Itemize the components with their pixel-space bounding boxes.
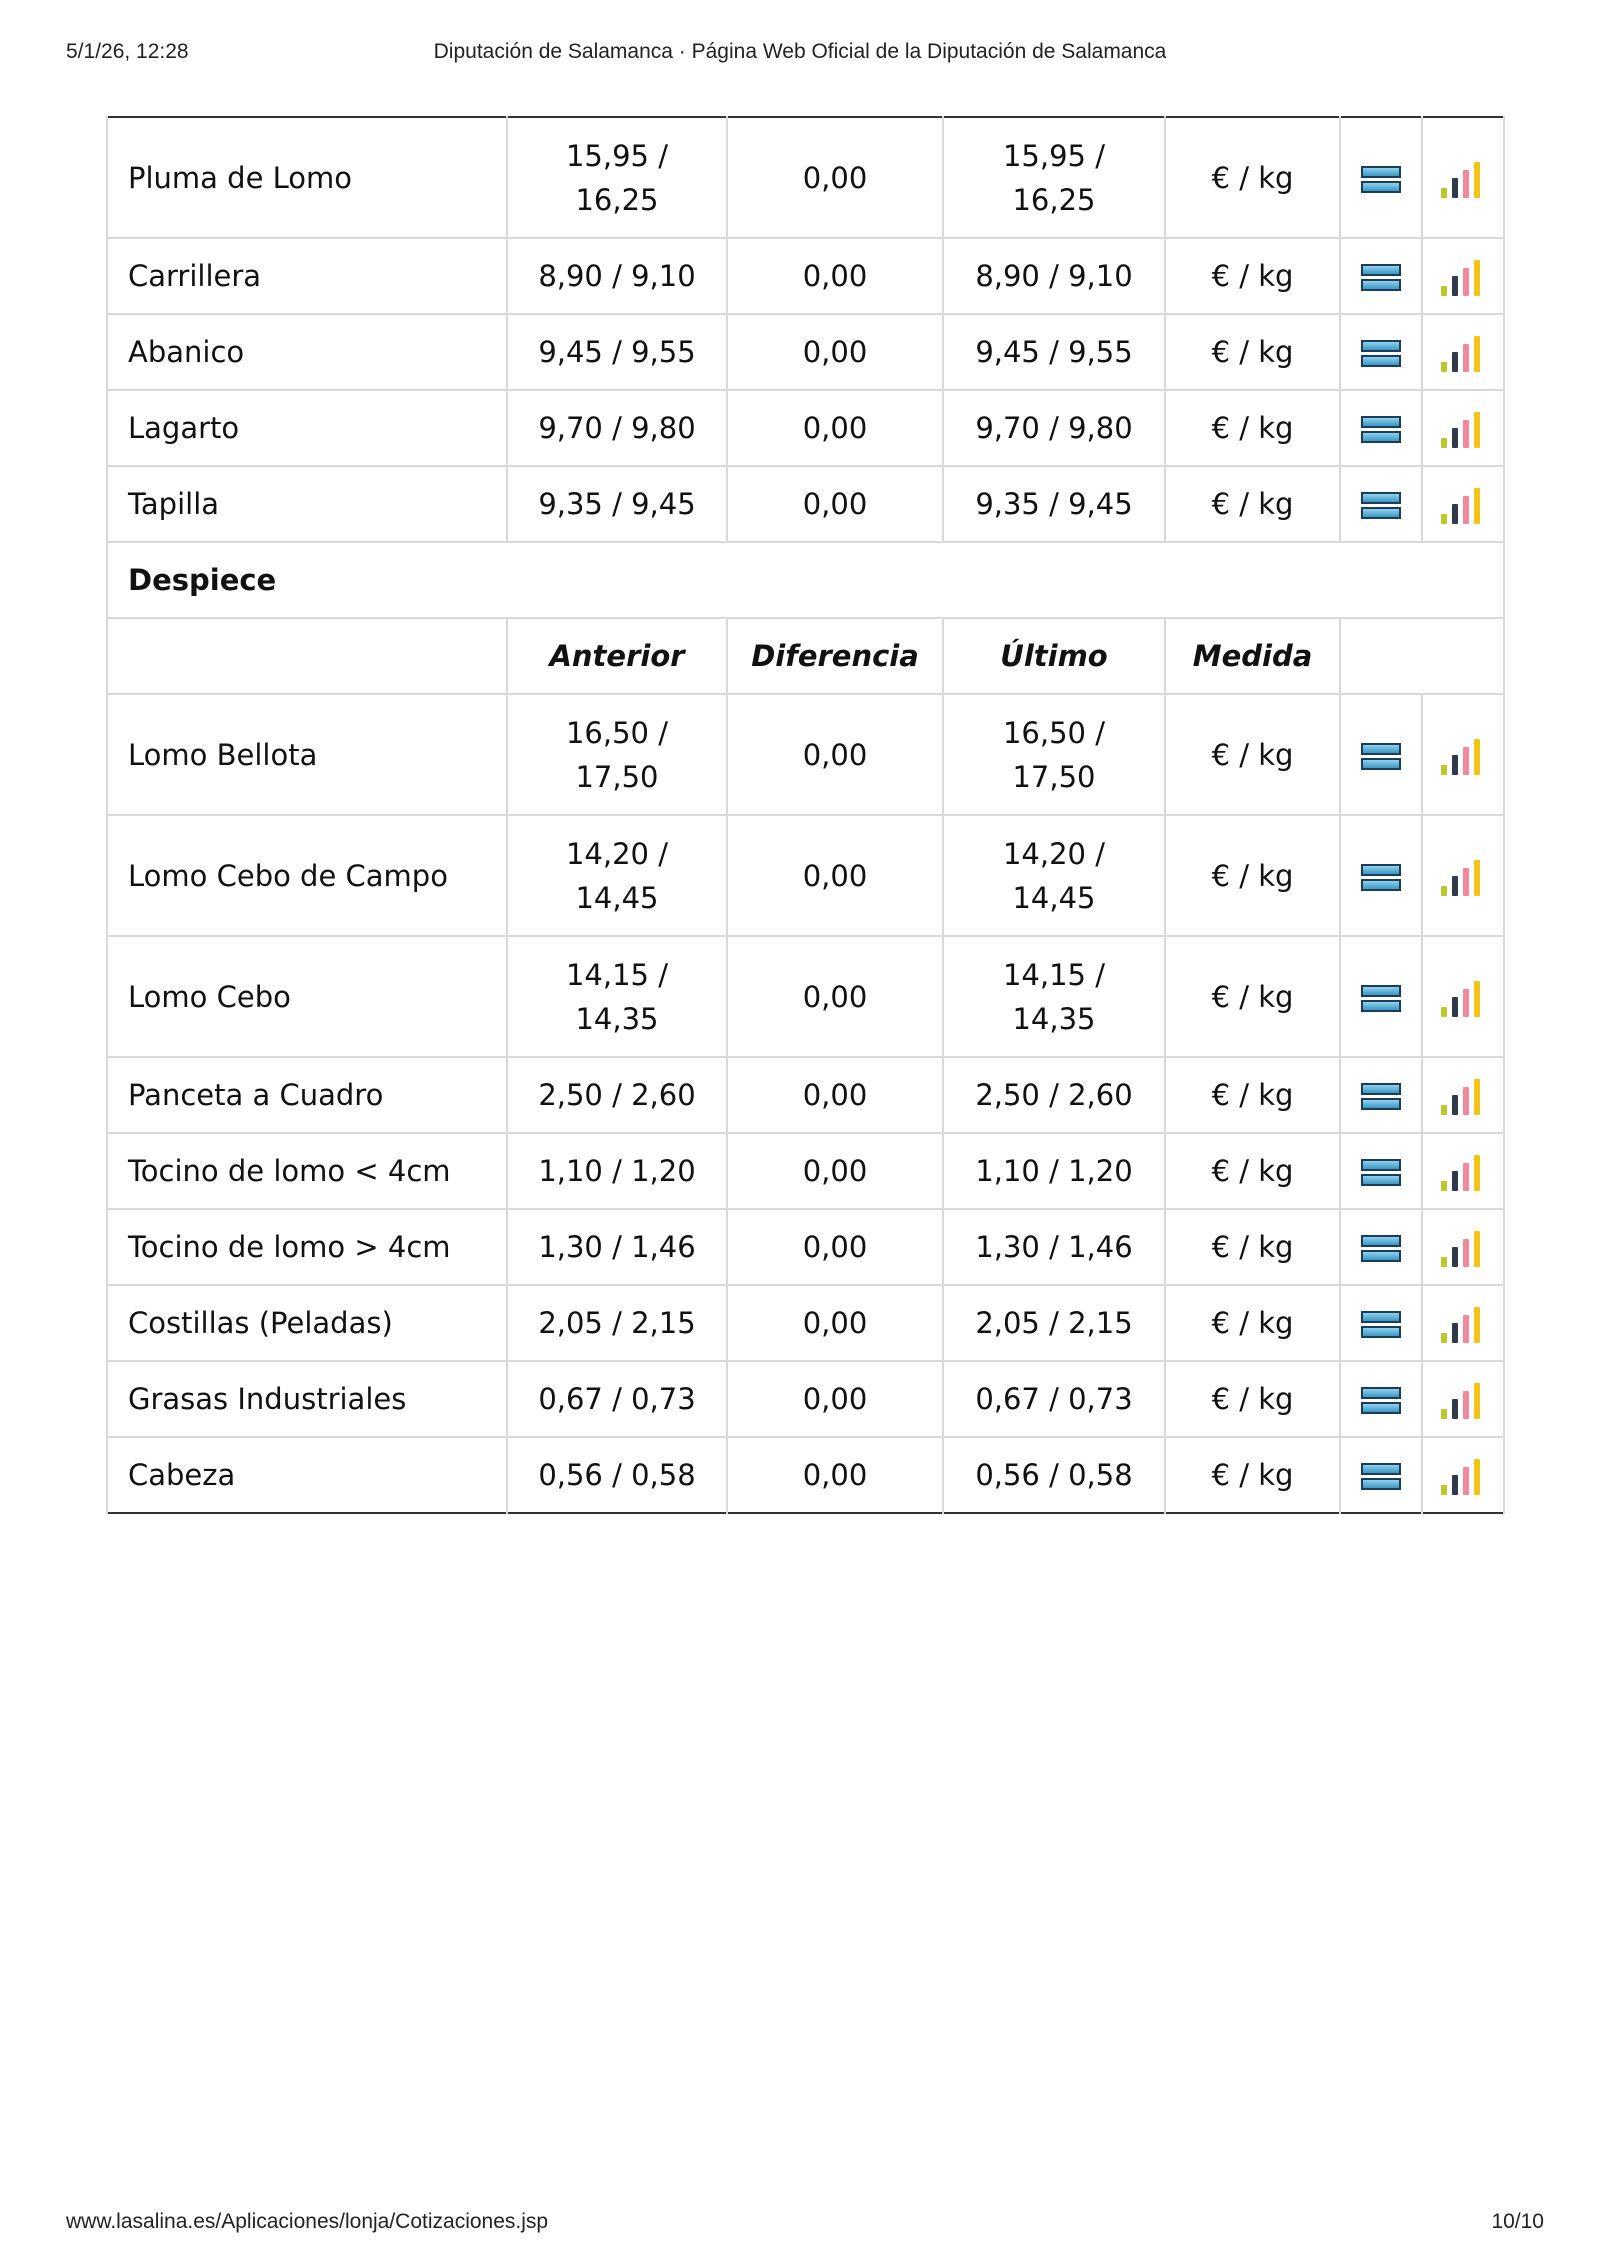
ultimo-cell: 15,95 / 16,25 bbox=[943, 117, 1165, 238]
bar-chart-icon[interactable] bbox=[1441, 1459, 1485, 1495]
ultimo-cell: 0,67 / 0,73 bbox=[943, 1361, 1165, 1437]
chart-icon-link[interactable] bbox=[1422, 117, 1504, 238]
table-row bbox=[107, 314, 1504, 390]
print-page-title: Diputación de Salamanca · Página Web Oficial de la Diputación de Salamanca bbox=[433, 40, 1167, 63]
table-icon-link[interactable] bbox=[1340, 1209, 1422, 1285]
table-icon[interactable] bbox=[1361, 263, 1401, 293]
medida-cell: € / kg bbox=[1165, 1209, 1340, 1285]
print-page-number: 10/10 bbox=[1491, 2210, 1544, 2233]
table-icon[interactable] bbox=[1361, 1234, 1401, 1264]
table-icon-link[interactable] bbox=[1340, 1057, 1422, 1133]
chart-icon-link[interactable] bbox=[1422, 466, 1504, 542]
table-icon[interactable] bbox=[1361, 742, 1401, 772]
anterior-cell: 16,50 / 17,50 bbox=[507, 694, 727, 815]
diferencia-cell: 0,00 bbox=[727, 390, 943, 466]
anterior-cell: 14,20 / 14,45 bbox=[507, 815, 727, 936]
diferencia-cell: 0,00 bbox=[727, 1437, 943, 1513]
table-row bbox=[107, 390, 1504, 466]
product-name: Tocino de lomo < 4cm bbox=[107, 1133, 507, 1209]
bar-chart-icon[interactable] bbox=[1441, 412, 1485, 448]
table-icon[interactable] bbox=[1361, 863, 1401, 893]
print-url: www.lasalina.es/Aplicaciones/lonja/Cotizaciones.jsp bbox=[66, 2210, 549, 2233]
ultimo-cell: 9,35 / 9,45 bbox=[943, 466, 1165, 542]
chart-icon-link[interactable] bbox=[1422, 1209, 1504, 1285]
ultimo-cell: 8,90 / 9,10 bbox=[943, 238, 1165, 314]
medida-cell: € / kg bbox=[1165, 1437, 1340, 1513]
chart-icon-link[interactable] bbox=[1422, 936, 1504, 1057]
diferencia-cell: 0,00 bbox=[727, 238, 943, 314]
bar-chart-icon[interactable] bbox=[1441, 162, 1485, 198]
chart-icon-link[interactable] bbox=[1422, 1285, 1504, 1361]
medida-cell: € / kg bbox=[1165, 390, 1340, 466]
bar-chart-icon[interactable] bbox=[1441, 1231, 1485, 1267]
diferencia-cell: 0,00 bbox=[727, 466, 943, 542]
ultimo-cell: 14,15 / 14,35 bbox=[943, 936, 1165, 1057]
table-icon-link[interactable] bbox=[1340, 466, 1422, 542]
print-datetime: 5/1/26, 12:28 bbox=[66, 40, 189, 63]
header-medida: Medida bbox=[1165, 618, 1340, 694]
table-row bbox=[107, 1285, 1504, 1361]
table-row bbox=[107, 694, 1504, 815]
anterior-cell: 1,10 / 1,20 bbox=[507, 1133, 727, 1209]
diferencia-cell: 0,00 bbox=[727, 936, 943, 1057]
medida-cell: € / kg bbox=[1165, 1133, 1340, 1209]
header-empty bbox=[1340, 618, 1504, 694]
table-icon-link[interactable] bbox=[1340, 1285, 1422, 1361]
chart-icon-link[interactable] bbox=[1422, 238, 1504, 314]
medida-cell: € / kg bbox=[1165, 117, 1340, 238]
table-icon[interactable] bbox=[1361, 339, 1401, 369]
medida-cell: € / kg bbox=[1165, 238, 1340, 314]
table-icon-link[interactable] bbox=[1340, 1437, 1422, 1513]
bar-chart-icon[interactable] bbox=[1441, 860, 1485, 896]
table-icon-link[interactable] bbox=[1340, 1133, 1422, 1209]
anterior-cell: 9,70 / 9,80 bbox=[507, 390, 727, 466]
table-icon[interactable] bbox=[1361, 491, 1401, 521]
table-icon[interactable] bbox=[1361, 1158, 1401, 1188]
header-diferencia: Diferencia bbox=[727, 618, 943, 694]
table-icon[interactable] bbox=[1361, 1310, 1401, 1340]
bar-chart-icon[interactable] bbox=[1441, 1155, 1485, 1191]
table-icon-link[interactable] bbox=[1340, 694, 1422, 815]
anterior-cell: 2,05 / 2,15 bbox=[507, 1285, 727, 1361]
chart-icon-link[interactable] bbox=[1422, 1133, 1504, 1209]
ultimo-cell: 2,05 / 2,15 bbox=[943, 1285, 1165, 1361]
diferencia-cell: 0,00 bbox=[727, 117, 943, 238]
diferencia-cell: 0,00 bbox=[727, 1133, 943, 1209]
bar-chart-icon[interactable] bbox=[1441, 260, 1485, 296]
anterior-cell: 14,15 / 14,35 bbox=[507, 936, 727, 1057]
print-header bbox=[0, 40, 1600, 70]
table-row bbox=[107, 936, 1504, 1057]
table-row bbox=[107, 1437, 1504, 1513]
bar-chart-icon[interactable] bbox=[1441, 488, 1485, 524]
bar-chart-icon[interactable] bbox=[1441, 1079, 1485, 1115]
product-name: Carrillera bbox=[107, 238, 507, 314]
section-title: Despiece bbox=[107, 542, 1504, 618]
chart-icon-link[interactable] bbox=[1422, 815, 1504, 936]
bar-chart-icon[interactable] bbox=[1441, 1307, 1485, 1343]
product-name: Costillas (Peladas) bbox=[107, 1285, 507, 1361]
product-name: Lomo Bellota bbox=[107, 694, 507, 815]
table-row bbox=[107, 1209, 1504, 1285]
product-name: Pluma de Lomo bbox=[107, 117, 507, 238]
ultimo-cell: 0,56 / 0,58 bbox=[943, 1437, 1165, 1513]
chart-icon-link[interactable] bbox=[1422, 1057, 1504, 1133]
anterior-cell: 0,67 / 0,73 bbox=[507, 1361, 727, 1437]
table-icon[interactable] bbox=[1361, 984, 1401, 1014]
chart-icon-link[interactable] bbox=[1422, 314, 1504, 390]
header-ultimo: Último bbox=[943, 618, 1165, 694]
table-icon[interactable] bbox=[1361, 415, 1401, 445]
anterior-cell: 9,45 / 9,55 bbox=[507, 314, 727, 390]
product-name: Abanico bbox=[107, 314, 507, 390]
product-name: Lagarto bbox=[107, 390, 507, 466]
anterior-cell: 1,30 / 1,46 bbox=[507, 1209, 727, 1285]
table-row bbox=[107, 1057, 1504, 1133]
bar-chart-icon[interactable] bbox=[1441, 981, 1485, 1017]
diferencia-cell: 0,00 bbox=[727, 314, 943, 390]
diferencia-cell: 0,00 bbox=[727, 694, 943, 815]
chart-icon-link[interactable] bbox=[1422, 1361, 1504, 1437]
medida-cell: € / kg bbox=[1165, 314, 1340, 390]
product-name: Lomo Cebo de Campo bbox=[107, 815, 507, 936]
product-name: Panceta a Cuadro bbox=[107, 1057, 507, 1133]
table-icon-link[interactable] bbox=[1340, 390, 1422, 466]
ultimo-cell: 2,50 / 2,60 bbox=[943, 1057, 1165, 1133]
chart-icon-link[interactable] bbox=[1422, 1437, 1504, 1513]
table-icon-link[interactable] bbox=[1340, 117, 1422, 238]
print-footer bbox=[0, 2210, 1600, 2240]
product-name: Cabeza bbox=[107, 1437, 507, 1513]
anterior-cell: 0,56 / 0,58 bbox=[507, 1437, 727, 1513]
product-name: Grasas Industriales bbox=[107, 1361, 507, 1437]
product-name: Tapilla bbox=[107, 466, 507, 542]
chart-icon-link[interactable] bbox=[1422, 694, 1504, 815]
anterior-cell: 2,50 / 2,60 bbox=[507, 1057, 727, 1133]
table-icon[interactable] bbox=[1361, 1462, 1401, 1492]
table-icon-link[interactable] bbox=[1340, 314, 1422, 390]
bar-chart-icon[interactable] bbox=[1441, 1383, 1485, 1419]
table-row bbox=[107, 1133, 1504, 1209]
table-icon-link[interactable] bbox=[1340, 1361, 1422, 1437]
ultimo-cell: 14,20 / 14,45 bbox=[943, 815, 1165, 936]
bar-chart-icon[interactable] bbox=[1441, 336, 1485, 372]
table-icon[interactable] bbox=[1361, 1386, 1401, 1416]
medida-cell: € / kg bbox=[1165, 815, 1340, 936]
header-anterior: Anterior bbox=[507, 618, 727, 694]
table-icon[interactable] bbox=[1361, 165, 1401, 195]
header-empty bbox=[107, 618, 507, 694]
medida-cell: € / kg bbox=[1165, 1057, 1340, 1133]
diferencia-cell: 0,00 bbox=[727, 1285, 943, 1361]
table-row bbox=[107, 1361, 1504, 1437]
prices-table bbox=[106, 116, 1505, 1514]
table-icon-link[interactable] bbox=[1340, 936, 1422, 1057]
diferencia-cell: 0,00 bbox=[727, 1361, 943, 1437]
chart-icon-link[interactable] bbox=[1422, 390, 1504, 466]
table-icon-link[interactable] bbox=[1340, 238, 1422, 314]
table-row bbox=[107, 466, 1504, 542]
product-name: Lomo Cebo bbox=[107, 936, 507, 1057]
diferencia-cell: 0,00 bbox=[727, 1209, 943, 1285]
product-name: Tocino de lomo > 4cm bbox=[107, 1209, 507, 1285]
anterior-cell: 9,35 / 9,45 bbox=[507, 466, 727, 542]
section-row bbox=[107, 542, 1504, 618]
medida-cell: € / kg bbox=[1165, 1361, 1340, 1437]
ultimo-cell: 16,50 / 17,50 bbox=[943, 694, 1165, 815]
anterior-cell: 15,95 / 16,25 bbox=[507, 117, 727, 238]
table-icon-link[interactable] bbox=[1340, 815, 1422, 936]
diferencia-cell: 0,00 bbox=[727, 815, 943, 936]
diferencia-cell: 0,00 bbox=[727, 1057, 943, 1133]
ultimo-cell: 9,70 / 9,80 bbox=[943, 390, 1165, 466]
header-row bbox=[107, 618, 1504, 694]
medida-cell: € / kg bbox=[1165, 1285, 1340, 1361]
bar-chart-icon[interactable] bbox=[1441, 739, 1485, 775]
medida-cell: € / kg bbox=[1165, 466, 1340, 542]
table-row bbox=[107, 117, 1504, 238]
table-icon[interactable] bbox=[1361, 1082, 1401, 1112]
ultimo-cell: 9,45 / 9,55 bbox=[943, 314, 1165, 390]
ultimo-cell: 1,30 / 1,46 bbox=[943, 1209, 1165, 1285]
ultimo-cell: 1,10 / 1,20 bbox=[943, 1133, 1165, 1209]
medida-cell: € / kg bbox=[1165, 936, 1340, 1057]
medida-cell: € / kg bbox=[1165, 694, 1340, 815]
anterior-cell: 8,90 / 9,10 bbox=[507, 238, 727, 314]
table-row bbox=[107, 815, 1504, 936]
table-row bbox=[107, 238, 1504, 314]
